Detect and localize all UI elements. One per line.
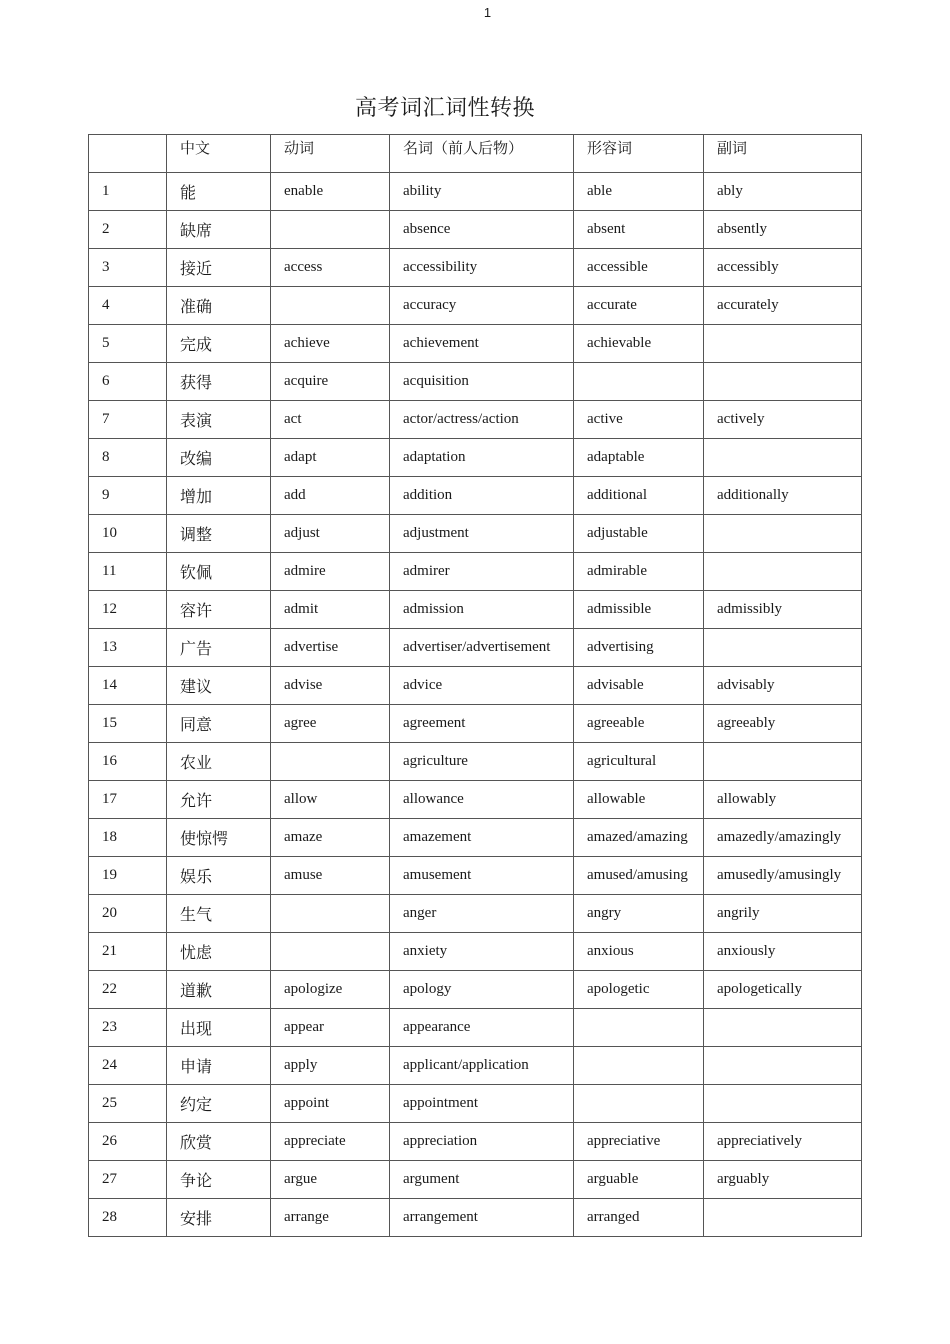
cell-verb: appoint (271, 1085, 390, 1123)
cell-verb: argue (271, 1161, 390, 1199)
cell-adverb: anxiously (704, 933, 862, 971)
cell-noun: accessibility (390, 249, 574, 287)
cell-adverb: agreeably (704, 705, 862, 743)
cell-verb: advertise (271, 629, 390, 667)
cell-adverb: appreciatively (704, 1123, 862, 1161)
cell-index: 21 (89, 933, 167, 971)
cell-verb (271, 933, 390, 971)
table-row (89, 1009, 862, 1047)
cell-index: 10 (89, 515, 167, 553)
table-row (89, 287, 862, 325)
cell-adverb (704, 1085, 862, 1123)
cell-verb: allow (271, 781, 390, 819)
cell-index: 4 (89, 287, 167, 325)
table-row (89, 515, 862, 553)
table-row (89, 1085, 862, 1123)
header-index (89, 135, 167, 173)
cell-index: 18 (89, 819, 167, 857)
table-row (89, 439, 862, 477)
cell-noun: appreciation (390, 1123, 574, 1161)
cell-adjective: arguable (574, 1161, 704, 1199)
cell-verb: advise (271, 667, 390, 705)
cell-adverb: admissibly (704, 591, 862, 629)
cell-adverb (704, 1199, 862, 1237)
cell-adverb: additionally (704, 477, 862, 515)
cell-index: 7 (89, 401, 167, 439)
cell-chinese: 生气 (167, 895, 271, 933)
cell-chinese: 出现 (167, 1009, 271, 1047)
cell-noun: advertiser/advertisement (390, 629, 574, 667)
cell-adverb: accurately (704, 287, 862, 325)
cell-adverb (704, 1047, 862, 1085)
cell-noun: adaptation (390, 439, 574, 477)
cell-chinese: 增加 (167, 477, 271, 515)
cell-verb (271, 287, 390, 325)
cell-verb (271, 211, 390, 249)
cell-adverb: apologetically (704, 971, 862, 1009)
cell-adverb (704, 439, 862, 477)
cell-noun: arrangement (390, 1199, 574, 1237)
table-row (89, 363, 862, 401)
cell-index: 8 (89, 439, 167, 477)
cell-verb: admire (271, 553, 390, 591)
cell-chinese: 道歉 (167, 971, 271, 1009)
cell-adverb: advisably (704, 667, 862, 705)
cell-adverb: accessibly (704, 249, 862, 287)
cell-chinese: 获得 (167, 363, 271, 401)
cell-adjective: active (574, 401, 704, 439)
cell-adjective: arranged (574, 1199, 704, 1237)
cell-adjective: adaptable (574, 439, 704, 477)
cell-adjective: adjustable (574, 515, 704, 553)
cell-index: 11 (89, 553, 167, 591)
cell-adjective: advisable (574, 667, 704, 705)
cell-index: 16 (89, 743, 167, 781)
cell-index: 1 (89, 173, 167, 211)
cell-adjective: able (574, 173, 704, 211)
cell-noun: advice (390, 667, 574, 705)
table-row (89, 553, 862, 591)
cell-noun: apology (390, 971, 574, 1009)
cell-adjective: apologetic (574, 971, 704, 1009)
cell-noun: agreement (390, 705, 574, 743)
cell-adjective (574, 1009, 704, 1047)
cell-index: 15 (89, 705, 167, 743)
cell-adjective: anxious (574, 933, 704, 971)
cell-adjective: amazed/amazing (574, 819, 704, 857)
cell-verb: appear (271, 1009, 390, 1047)
cell-chinese: 调整 (167, 515, 271, 553)
cell-index: 5 (89, 325, 167, 363)
table-row (89, 1123, 862, 1161)
cell-chinese: 约定 (167, 1085, 271, 1123)
table-row (89, 819, 862, 857)
cell-noun: adjustment (390, 515, 574, 553)
cell-verb: adjust (271, 515, 390, 553)
cell-noun: ability (390, 173, 574, 211)
cell-adverb (704, 743, 862, 781)
cell-index: 9 (89, 477, 167, 515)
header-verb: 动词 (271, 135, 390, 173)
cell-index: 27 (89, 1161, 167, 1199)
cell-verb (271, 743, 390, 781)
cell-verb (271, 895, 390, 933)
cell-adjective: angry (574, 895, 704, 933)
cell-verb: acquire (271, 363, 390, 401)
table-row (89, 591, 862, 629)
cell-chinese: 表演 (167, 401, 271, 439)
cell-noun: admission (390, 591, 574, 629)
cell-verb: achieve (271, 325, 390, 363)
cell-adverb (704, 553, 862, 591)
cell-adverb (704, 325, 862, 363)
header-adverb: 副词 (704, 135, 862, 173)
document-title: 高考词汇词性转换 (354, 95, 535, 120)
table-row (89, 1047, 862, 1085)
cell-verb: agree (271, 705, 390, 743)
cell-adjective (574, 1085, 704, 1123)
cell-adjective: amused/amusing (574, 857, 704, 895)
cell-adjective: accurate (574, 287, 704, 325)
cell-chinese: 建议 (167, 667, 271, 705)
cell-adverb: amusedly/amusingly (704, 857, 862, 895)
cell-adjective: absent (574, 211, 704, 249)
cell-noun: anger (390, 895, 574, 933)
cell-adverb (704, 363, 862, 401)
cell-chinese: 缺席 (167, 211, 271, 249)
cell-noun: appearance (390, 1009, 574, 1047)
cell-index: 12 (89, 591, 167, 629)
header-adjective: 形容词 (574, 135, 704, 173)
page-number: 1 (483, 5, 492, 20)
cell-index: 17 (89, 781, 167, 819)
cell-adverb (704, 1009, 862, 1047)
cell-chinese: 使惊愕 (167, 819, 271, 857)
cell-adjective (574, 1047, 704, 1085)
cell-index: 24 (89, 1047, 167, 1085)
table-body (89, 173, 862, 1237)
cell-verb: act (271, 401, 390, 439)
cell-noun: amusement (390, 857, 574, 895)
cell-noun: agriculture (390, 743, 574, 781)
cell-noun: acquisition (390, 363, 574, 401)
table-row (89, 401, 862, 439)
cell-noun: actor/actress/action (390, 401, 574, 439)
cell-noun: amazement (390, 819, 574, 857)
header-noun: 名词（前人后物） (390, 135, 574, 173)
table-row (89, 1199, 862, 1237)
cell-verb: add (271, 477, 390, 515)
cell-chinese: 安排 (167, 1199, 271, 1237)
cell-index: 28 (89, 1199, 167, 1237)
cell-verb: amaze (271, 819, 390, 857)
cell-adjective: appreciative (574, 1123, 704, 1161)
cell-index: 23 (89, 1009, 167, 1047)
table-header-row (89, 135, 862, 173)
table-row (89, 705, 862, 743)
cell-adjective: allowable (574, 781, 704, 819)
cell-adverb: angrily (704, 895, 862, 933)
cell-noun: achievement (390, 325, 574, 363)
cell-index: 19 (89, 857, 167, 895)
cell-verb: appreciate (271, 1123, 390, 1161)
cell-noun: absence (390, 211, 574, 249)
cell-chinese: 完成 (167, 325, 271, 363)
cell-verb: arrange (271, 1199, 390, 1237)
cell-adverb (704, 629, 862, 667)
cell-chinese: 改编 (167, 439, 271, 477)
cell-verb: admit (271, 591, 390, 629)
table-row (89, 477, 862, 515)
table-row (89, 857, 862, 895)
cell-noun: applicant/application (390, 1047, 574, 1085)
cell-adjective: additional (574, 477, 704, 515)
cell-noun: appointment (390, 1085, 574, 1123)
cell-adverb: actively (704, 401, 862, 439)
cell-verb: apologize (271, 971, 390, 1009)
cell-verb: apply (271, 1047, 390, 1085)
table-row (89, 211, 862, 249)
table-row (89, 781, 862, 819)
cell-index: 14 (89, 667, 167, 705)
cell-chinese: 能 (167, 173, 271, 211)
cell-index: 13 (89, 629, 167, 667)
cell-adjective: agreeable (574, 705, 704, 743)
cell-verb: enable (271, 173, 390, 211)
table-row (89, 1161, 862, 1199)
cell-verb: adapt (271, 439, 390, 477)
cell-chinese: 争论 (167, 1161, 271, 1199)
cell-adjective: agricultural (574, 743, 704, 781)
table-row (89, 249, 862, 287)
cell-chinese: 同意 (167, 705, 271, 743)
cell-index: 22 (89, 971, 167, 1009)
cell-adverb: amazedly/amazingly (704, 819, 862, 857)
cell-index: 20 (89, 895, 167, 933)
header-chinese: 中文 (167, 135, 271, 173)
cell-adverb: allowably (704, 781, 862, 819)
cell-adverb (704, 515, 862, 553)
cell-chinese: 接近 (167, 249, 271, 287)
cell-chinese: 广告 (167, 629, 271, 667)
cell-chinese: 钦佩 (167, 553, 271, 591)
cell-noun: accuracy (390, 287, 574, 325)
cell-chinese: 准确 (167, 287, 271, 325)
cell-adjective (574, 363, 704, 401)
cell-noun: admirer (390, 553, 574, 591)
table-row (89, 895, 862, 933)
cell-adverb: absently (704, 211, 862, 249)
cell-noun: anxiety (390, 933, 574, 971)
cell-verb: access (271, 249, 390, 287)
cell-index: 25 (89, 1085, 167, 1123)
table-row (89, 667, 862, 705)
cell-chinese: 允许 (167, 781, 271, 819)
table-row (89, 629, 862, 667)
cell-index: 3 (89, 249, 167, 287)
table-row (89, 173, 862, 211)
cell-adjective: admissible (574, 591, 704, 629)
cell-index: 6 (89, 363, 167, 401)
table-row (89, 933, 862, 971)
cell-noun: allowance (390, 781, 574, 819)
cell-chinese: 忧虑 (167, 933, 271, 971)
cell-chinese: 申请 (167, 1047, 271, 1085)
vocabulary-table (88, 134, 862, 1237)
cell-adverb: ably (704, 173, 862, 211)
cell-index: 2 (89, 211, 167, 249)
cell-adjective: achievable (574, 325, 704, 363)
cell-verb: amuse (271, 857, 390, 895)
cell-adjective: advertising (574, 629, 704, 667)
table-row (89, 743, 862, 781)
cell-chinese: 娱乐 (167, 857, 271, 895)
cell-adjective: accessible (574, 249, 704, 287)
cell-noun: argument (390, 1161, 574, 1199)
cell-chinese: 欣赏 (167, 1123, 271, 1161)
cell-chinese: 容许 (167, 591, 271, 629)
cell-noun: addition (390, 477, 574, 515)
table-row (89, 325, 862, 363)
cell-chinese: 农业 (167, 743, 271, 781)
cell-adverb: arguably (704, 1161, 862, 1199)
table-row (89, 971, 862, 1009)
cell-index: 26 (89, 1123, 167, 1161)
cell-adjective: admirable (574, 553, 704, 591)
